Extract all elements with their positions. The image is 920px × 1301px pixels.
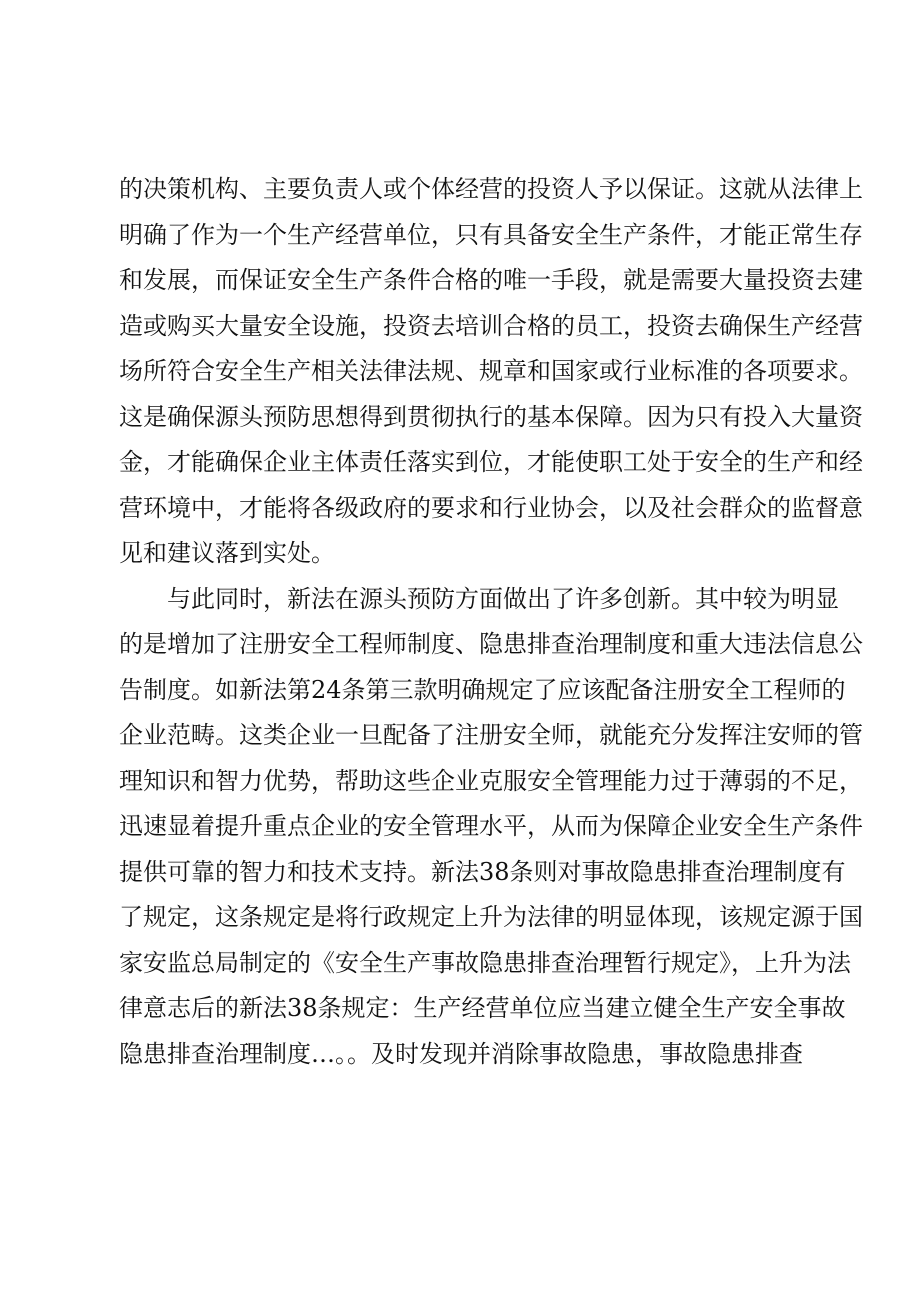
paragraph-1-line-4: 造或购买大量安全设施，投资去培训合格的员工，投资去确保生产经营	[119, 311, 863, 340]
paragraph-2-line-3: 告制度。如新法第24条第三款明确规定了应该配备注册安全工程师的	[119, 675, 846, 704]
paragraph-1-line-3: 和发展，而保证安全生产条件合格的唯一手段，就是需要大量投资去建	[119, 266, 863, 294]
paragraph-2-line-2: 的是增加了注册安全工程师制度、隐患排查治理制度和重大违法信息公	[119, 630, 863, 658]
body-text	[119, 167, 863, 1077]
paragraph-1-line-1: 的决策机构、主要负责人或个体经营的投资人予以保证。这就从法律上	[119, 175, 863, 203]
paragraph-1-line-9: 见和建议落到实处。	[119, 539, 335, 567]
paragraph-2-line-7: 提供可靠的智力和技术支持。新法38条则对事故隐患排查治理制度有	[119, 857, 846, 886]
paragraph-1-line-5: 场所符合安全生产相关法律法规、规章和国家或行业标准的各项要求。	[119, 357, 863, 385]
paragraph-1-line-6: 这是确保源头预防思想得到贯彻执行的基本保障。因为只有投入大量资	[119, 402, 863, 431]
paragraph-2-line-5: 理知识和智力优势，帮助这些企业克服安全管理能力过于薄弱的不足，	[119, 766, 863, 795]
paragraph-2-line-11: 隐患排查治理制度…。。及时发现并消除事故隐患，事故隐患排查	[119, 1039, 803, 1068]
paragraph-2-line-8: 了规定，这条规定是将行政规定上升为法律的明显体现，该规定源于国	[119, 903, 863, 931]
paragraph-1-line-7: 金，才能确保企业主体责任落实到位，才能使职工处于安全的生产和经	[119, 448, 863, 476]
paragraph-2-line-9: 家安监总局制定的《安全生产事故隐患排查治理暂行规定》，上升为法	[119, 948, 851, 977]
paragraph-2-line-10: 律意志后的新法38条规定：生产经营单位应当建立健全生产安全事故	[119, 994, 846, 1022]
paragraph-2-line-4: 企业范畴。这类企业一旦配备了注册安全师，就能充分发挥注安师的管	[119, 721, 863, 749]
paragraph-2-line-6: 迅速显着提升重点企业的安全管理水平，从而为保障企业安全生产条件	[119, 812, 863, 840]
paragraph-1-line-2: 明确了作为一个生产经营单位，只有具备安全生产条件，才能正常生存	[119, 220, 863, 249]
paragraph-2-line-1: 与此同时，新法在源头预防方面做出了许多创新。其中较为明显	[167, 584, 839, 613]
paragraph-1-line-8: 营环境中，才能将各级政府的要求和行业协会，以及社会群众的监督意	[119, 493, 863, 522]
